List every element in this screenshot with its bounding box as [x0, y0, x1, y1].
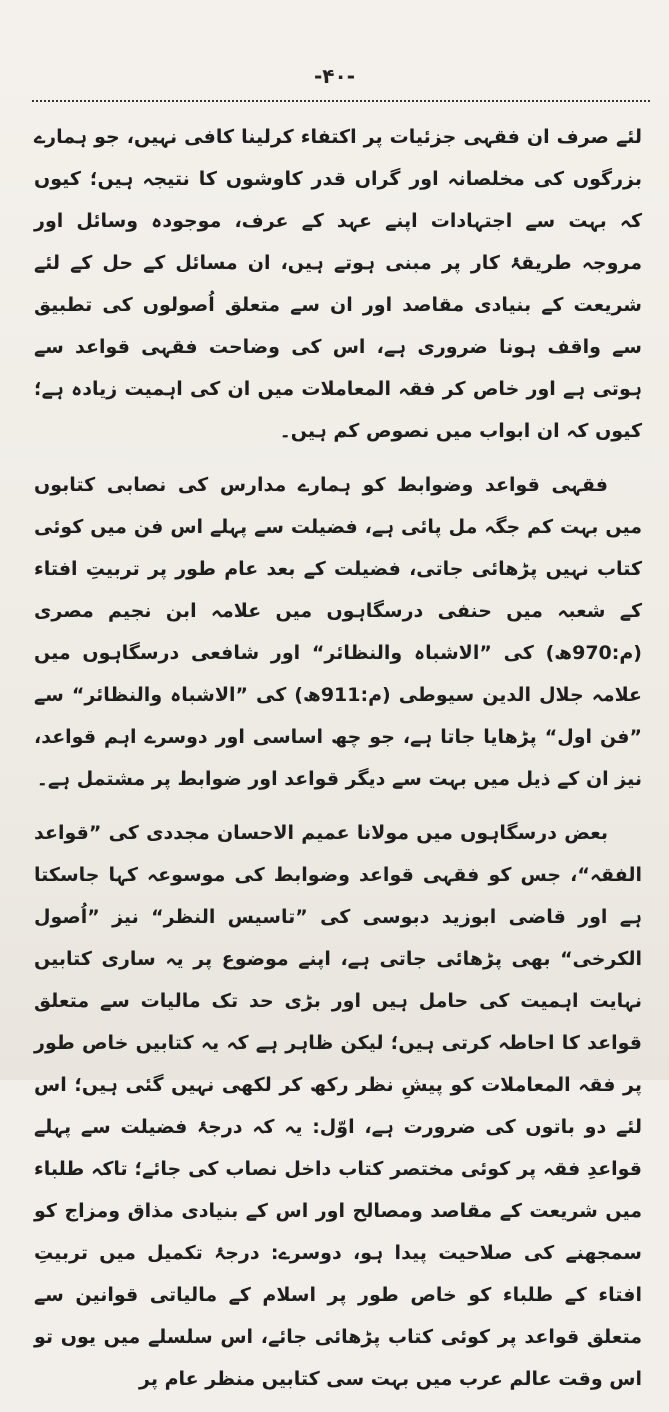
paragraph-baaz-darsgahon: بعض درسگاہوں میں مولانا عمیم الاحسان مجددی کی ”قواعد الفقہ“، جس کو فقہی قواعد وضوابط کی موسوعہ کہا جاسکتا ہے اور قاضی ابوزید دبوسی کی ”تاسیس النظر“ نیز ”اُصول الکرخی“ بھی پڑھائی جاتی ہے، اپنے موضوع پر یہ ساری کتابیں نہایت اہمیت کی حامل ہیں اور بڑی حد تک مالیات سے متعلق قواعد کا احاطہ کرتی ہیں؛ لیکن ظاہر ہے کہ یہ کتابیں خاص طور پر فقہ المعاملات کو پیشِ نظر رکھ کر لکھی نہیں گئی ہیں؛ اس لئے دو باتوں کی ضرورت ہے، اوّل: یہ کہ درجۂ فضیلت سے پہلے قواعدِ فقہ پر کوئی مختصر کتاب داخل نصاب کی جائے؛ تاکہ طلباء میں شریعت کے مقاصد ومصالح اور اس کے بنیادی مذاق ومزاج کو سمجھنے کی صلاحیت پیدا ہو، دوسرے: درجۂ تکمیل میں تربیتِ افتاء کے طلباء کو خاص طور پر اسلام کے مالیاتی قوانین سے متعلق قواعد پر کوئی کتاب پڑھائی جائے، اس سلسلے میں یوں تو اس وقت عالم عرب میں بہت سی کتابیں منظر عام پر — [34, 822, 642, 1390]
page-number: -۴۰- — [313, 64, 355, 88]
paragraph-fiqhi-qawaid: فقہی قواعد وضوابط کو ہمارے مدارس کی نصابی کتابوں میں بہت کم جگہ مل پائی ہے، فضیلت سے پہلے اس فن میں کوئی کتاب نہیں پڑھائی جاتی، فضیلت کے بعد عام طور پر تربیتِ افتاء کے شعبہ میں حنفی درسگاہوں میں علامہ ابن نجیم مصری (م:970ھ) کی ”الاشباہ والنظائر“ اور شافعی درسگاہوں میں علامہ جلال الدین سیوطی (م:911ھ) کی ”الاشباہ والنظائر“ سے ”فن اول“ پڑھایا جاتا ہے، جو چھ اساسی اور دوسرے اہم قواعد، نیز ان کے ذیل میں بہت سے دیگر قواعد اور ضوابط پر مشتمل ہے۔ — [34, 474, 642, 790]
paragraph-continuation: لئے صرف ان فقہی جزئیات پر اکتفاء کرلینا کافی نہیں، جو ہمارے بزرگوں کی مخلصانہ اور گراں قدر کاوشوں کا نتیجہ ہیں؛ کیوں کہ بہت سے اجتہادات اپنے عہد کے عرف، موجودہ وسائل اور مروجہ طریقۂ کار پر مبنی ہوتے ہیں، ان مسائل کے حل کے لئے شریعت کے بنیادی مقاصد اور ان سے متعلق اُصولوں کی تطبیق سے واقف ہونا ضروری ہے، اس کی وضاحت فقہی قواعد سے ہوتی ہے اور خاص کر فقہ المعاملات میں ان کی اہمیت زیادہ ہے؛ کیوں کہ ان ابواب میں نصوص کم ہیں۔ — [34, 126, 642, 442]
page-body — [34, 116, 642, 1412]
header-dotted-divider — [32, 100, 650, 102]
